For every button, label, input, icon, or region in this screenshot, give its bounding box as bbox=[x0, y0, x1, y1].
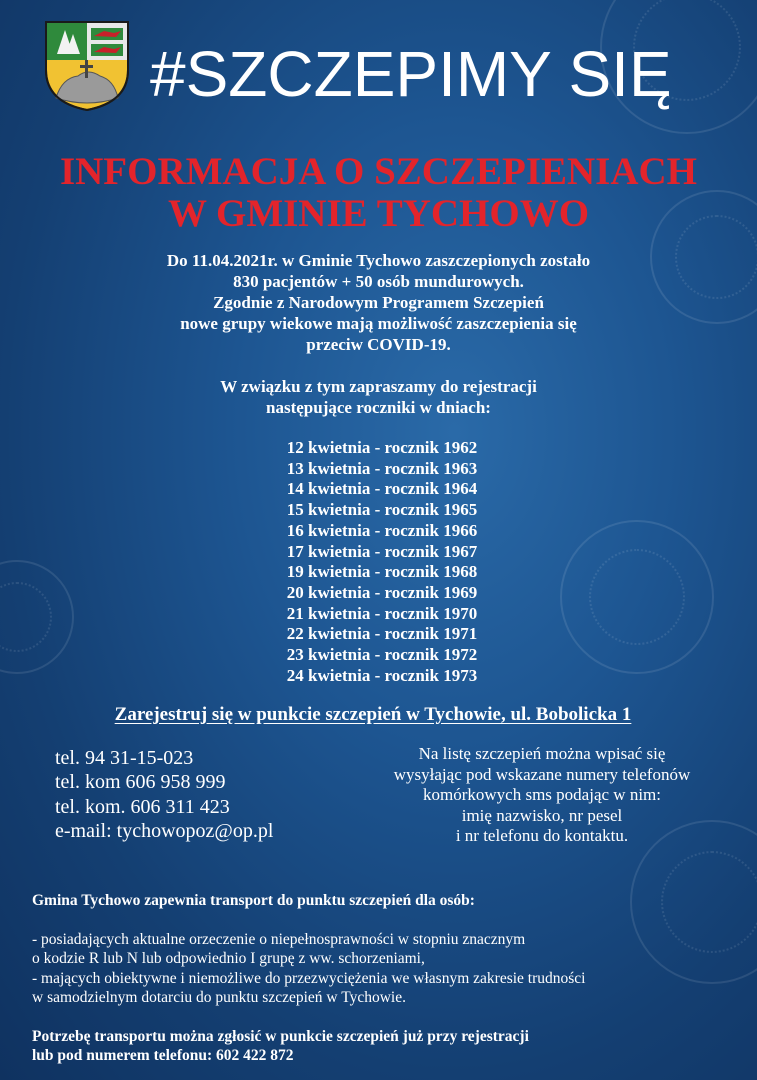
sms-line: i nr telefonu do kontaktu. bbox=[455, 826, 629, 845]
schedule-item: 23 kwietnia - rocznik 1972 bbox=[286, 645, 478, 665]
schedule-item: 13 kwietnia - rocznik 1963 bbox=[286, 458, 478, 478]
contact-mobile: tel. kom 606 958 999 bbox=[55, 771, 226, 794]
schedule-item: 24 kwietnia - rocznik 1973 bbox=[286, 665, 478, 685]
intro-line: Do 11.04.2021r. w Gminie Tychowo zaszczepionych zostało bbox=[166, 251, 591, 270]
coat-of-arms-icon bbox=[42, 20, 132, 112]
schedule-item: 21 kwietnia - rocznik 1970 bbox=[286, 603, 478, 623]
contact-details bbox=[55, 746, 273, 843]
schedule-item: 16 kwietnia - rocznik 1966 bbox=[286, 520, 478, 540]
sms-instructions bbox=[362, 744, 722, 847]
page-title-line-2: W GMINIE TYCHOWO bbox=[167, 192, 590, 235]
hashtag-headline: #SZCZEPIMY SIĘ bbox=[150, 38, 672, 110]
intro-text bbox=[0, 250, 757, 418]
page-title-line-1: INFORMACJA O SZCZEPIENIACH bbox=[59, 150, 698, 193]
intro-line: Zgodnie z Narodowym Programem Szczepień bbox=[213, 293, 544, 312]
schedule-item: 14 kwietnia - rocznik 1964 bbox=[286, 479, 478, 499]
vaccination-schedule bbox=[0, 438, 757, 686]
schedule-item: 12 kwietnia - rocznik 1962 bbox=[286, 438, 478, 457]
intro-line: następujące roczniki w dniach: bbox=[266, 398, 491, 417]
sms-line: imię nazwisko, nr pesel bbox=[461, 805, 623, 825]
intro-line: W związku z tym zapraszamy do rejestracji bbox=[220, 377, 537, 396]
contact-mobile: tel. kom. 606 311 423 bbox=[55, 795, 230, 818]
schedule-item: 17 kwietnia - rocznik 1967 bbox=[286, 541, 478, 561]
transport-item: - posiadających aktualne orzeczenie o niepełnosprawności w stopniu znacznym bbox=[32, 930, 526, 948]
schedule-item: 19 kwietnia - rocznik 1968 bbox=[286, 562, 478, 582]
intro-line: nowe grupy wiekowe mają możliwość zaszczepienia się bbox=[180, 314, 577, 333]
transport-item: w samodzielnym dotarciu do punktu szczepień w Tychowie. bbox=[32, 989, 406, 1006]
sms-line: Na listę szczepień można wpisać się bbox=[418, 744, 666, 763]
intro-line: przeciw COVID-19. bbox=[306, 335, 451, 354]
transport-info bbox=[32, 891, 732, 1066]
schedule-item: 22 kwietnia - rocznik 1971 bbox=[286, 624, 478, 644]
transport-footer: Potrzebę transportu można zgłosić w punkcie szczepień już przy rejestracji bbox=[32, 1027, 529, 1045]
sms-line: komórkowych sms podając w nim: bbox=[423, 785, 661, 804]
transport-item: - mających obiektywne i niemożliwe do przezwyciężenia we własnym zakresie trudności bbox=[32, 969, 586, 987]
transport-heading: Gmina Tychowo zapewnia transport do punktu szczepień dla osób: bbox=[32, 892, 475, 909]
intro-line: 830 pacjentów + 50 osób mundurowych. bbox=[233, 272, 524, 291]
schedule-item: 15 kwietnia - rocznik 1965 bbox=[286, 500, 478, 520]
contact-phone: tel. 94 31-15-023 bbox=[55, 747, 194, 769]
registration-location: Zarejestruj się w punkcie szczepień w Tychowie, ul. Bobolicka 1 bbox=[114, 704, 632, 725]
schedule-item: 20 kwietnia - rocznik 1969 bbox=[286, 582, 478, 602]
sms-line: wysyłając pod wskazane numery telefonów bbox=[393, 764, 691, 784]
transport-footer: lub pod numerem telefonu: 602 422 872 bbox=[32, 1047, 294, 1064]
contact-email: e-mail: tychowopoz@op.pl bbox=[55, 819, 274, 842]
intro-line bbox=[0, 355, 757, 376]
transport-item: o kodzie R lub N lub odpowiednio I grupę z ww. schorzeniami, bbox=[32, 950, 425, 967]
